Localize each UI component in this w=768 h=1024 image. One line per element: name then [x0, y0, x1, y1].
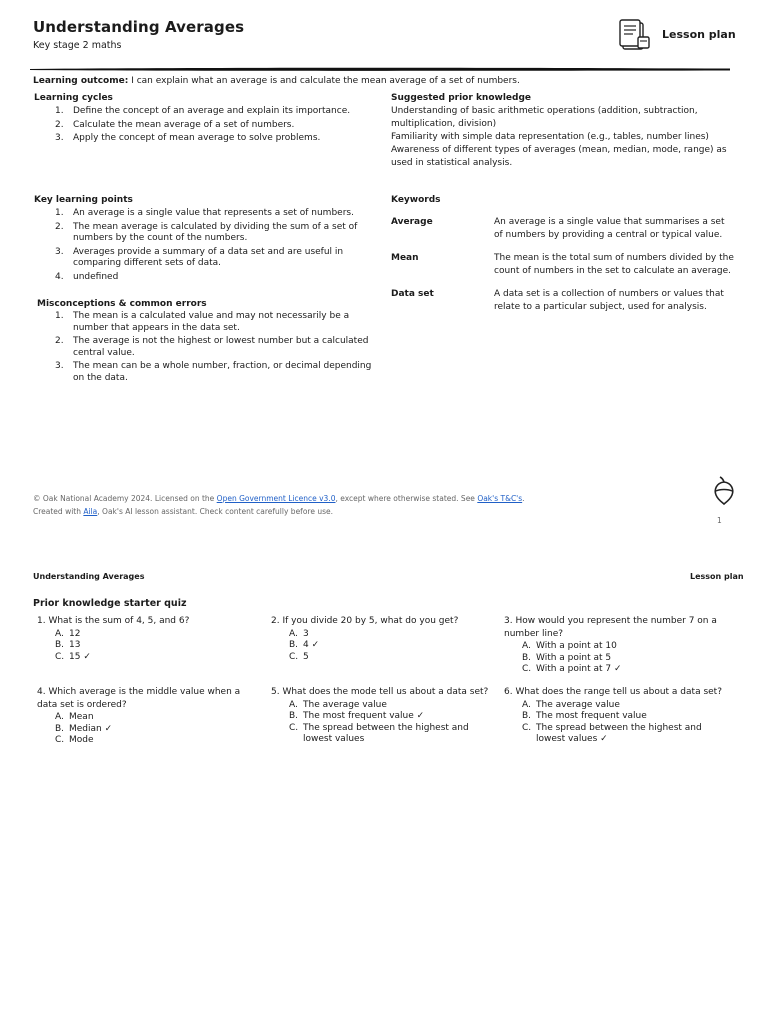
- list-item: Familiarity with simple data representation (e.g., tables, number lines): [391, 132, 709, 142]
- answer-option: B. The most frequent value: [522, 711, 647, 721]
- key-learning-points-title: Key learning points: [34, 195, 133, 205]
- learning-cycles-title: Learning cycles: [34, 93, 113, 103]
- answer-options: [271, 700, 496, 746]
- list-item: 3. Averages provide a summary of a data set and are useful in comparing different sets of data.: [55, 246, 344, 268]
- learning-outcome: [33, 76, 520, 86]
- quiz-question: [37, 615, 257, 663]
- list-item: 3. The mean can be a whole number, fraction, or decimal depending on the data.: [55, 361, 372, 383]
- answer-option: B. Median ✓: [55, 723, 113, 734]
- answer-options: [37, 712, 262, 747]
- quiz-question: [37, 686, 262, 747]
- quiz-question: [504, 615, 729, 676]
- answer-option: B. The most frequent value ✓: [289, 711, 425, 721]
- answer-option: A. The average value: [522, 699, 620, 710]
- doc-type-label: Lesson plan: [662, 28, 736, 41]
- keyword-term: Data set: [391, 289, 434, 299]
- list-item: Understanding of basic arithmetic operations (addition, subtraction, multiplication, division): [391, 106, 698, 129]
- key-learning-points-list: [33, 208, 373, 285]
- keyword-definition: The mean is the total sum of numbers divided by the count of numbers in the set to calculate an average.: [494, 253, 734, 276]
- page2-title: Understanding Averages: [33, 572, 145, 581]
- answer-option: C. The spread between the highest and lowest values ✓: [522, 722, 702, 744]
- header-divider: [30, 57, 730, 63]
- prior-knowledge-title: Suggested prior knowledge: [391, 93, 532, 103]
- answer-option: C. Mode: [55, 735, 94, 745]
- keywords-title: Keywords: [391, 195, 441, 205]
- quiz-question: [271, 686, 496, 746]
- question-text: 5. What does the mode tell us about a data set?: [271, 687, 489, 697]
- answer-options: [504, 641, 729, 676]
- aila-link[interactable]: Aila: [83, 507, 98, 516]
- created-with-line: Created with Aila, Oak's AI lesson assistant. Check content carefully before use.: [33, 507, 333, 516]
- answer-option: A. 3: [289, 628, 309, 639]
- licence-link[interactable]: Open Government Licence v3.0: [216, 494, 336, 503]
- question-text: 2. If you divide 20 by 5, what do you get?: [271, 616, 459, 626]
- question-text: 3. How would you represent the number 7 on a number line?: [504, 616, 717, 639]
- misconceptions-title: Misconceptions & common errors: [37, 299, 207, 309]
- misconceptions-list: [33, 311, 383, 386]
- list-item: 1. An average is a single value that represents a set of numbers.: [55, 208, 354, 218]
- learning-cycles-list: [33, 106, 373, 147]
- question-text: 1. What is the sum of 4, 5, and 6?: [37, 616, 190, 626]
- licence-line: © Oak National Academy 2024. Licensed on the Open Government Licence v3.0, except where otherwise stated. See Oak's T&C's.: [33, 494, 525, 503]
- lesson-plan-icon: [619, 18, 651, 52]
- answer-option: A. Mean: [55, 712, 94, 722]
- list-item: 3. Apply the concept of mean average to solve problems.: [55, 133, 321, 143]
- question-text: 6. What does the range tell us about a data set?: [504, 687, 722, 697]
- terms-link[interactable]: Oak's T&C's: [477, 494, 523, 503]
- prior-knowledge-list: [391, 105, 736, 170]
- page-title: Understanding Averages: [33, 18, 245, 36]
- learning-outcome-text: I can explain what an average is and calculate the mean average of a set of numbers.: [128, 76, 520, 86]
- answer-option: B. With a point at 5: [522, 652, 612, 663]
- list-item: 2. The average is not the highest or lowest number but a calculated central value.: [55, 336, 369, 358]
- quiz-question: [504, 686, 729, 746]
- page2-doc-type: Lesson plan: [690, 572, 744, 581]
- oak-acorn-icon: [710, 476, 738, 506]
- footer: [33, 492, 525, 518]
- learning-outcome-label: Learning outcome:: [33, 76, 129, 86]
- list-item: Awareness of different types of averages (mean, median, mode, range) as used in statistical analysis.: [391, 145, 727, 168]
- quiz-title: Prior knowledge starter quiz: [33, 598, 187, 609]
- list-item: 1. Define the concept of an average and explain its importance.: [55, 106, 351, 116]
- answer-option: B. 4 ✓: [289, 640, 320, 650]
- list-item: 2. Calculate the mean average of a set of numbers.: [55, 119, 295, 130]
- list-item: 2. The mean average is calculated by dividing the sum of a set of numbers by the count of the numbers.: [55, 221, 358, 243]
- keyword-definition: An average is a single value that summarises a set of numbers by providing a central or typical value.: [494, 217, 725, 240]
- keyword-term: Average: [391, 217, 433, 227]
- answer-option: A. The average value: [289, 699, 387, 710]
- list-item: 1. The mean is a calculated value and may not necessarily be a number that appears in the data set.: [55, 311, 350, 333]
- answer-option: C. The spread between the highest and lowest values: [289, 722, 469, 744]
- answer-option: C. 5: [289, 651, 309, 662]
- answer-option: B. 13: [55, 640, 81, 650]
- answer-option: C. 15 ✓: [55, 651, 91, 662]
- question-text: 4. Which average is the middle value when a data set is ordered?: [37, 687, 241, 710]
- keyword-term: Mean: [391, 253, 419, 263]
- answer-options: [37, 629, 257, 664]
- answer-options: [271, 629, 496, 664]
- page-subtitle: Key stage 2 maths: [33, 40, 122, 51]
- quiz-question: [271, 615, 496, 663]
- list-item: 4. undefined: [55, 271, 119, 282]
- answer-option: A. With a point at 10: [522, 641, 617, 651]
- answer-option: C. With a point at 7 ✓: [522, 664, 622, 674]
- answer-options: [504, 700, 729, 746]
- keyword-definition: A data set is a collection of numbers or values that relate to a particular subject, used for analysis.: [494, 289, 724, 312]
- answer-option: A. 12: [55, 628, 81, 639]
- page-number: 1: [717, 516, 722, 525]
